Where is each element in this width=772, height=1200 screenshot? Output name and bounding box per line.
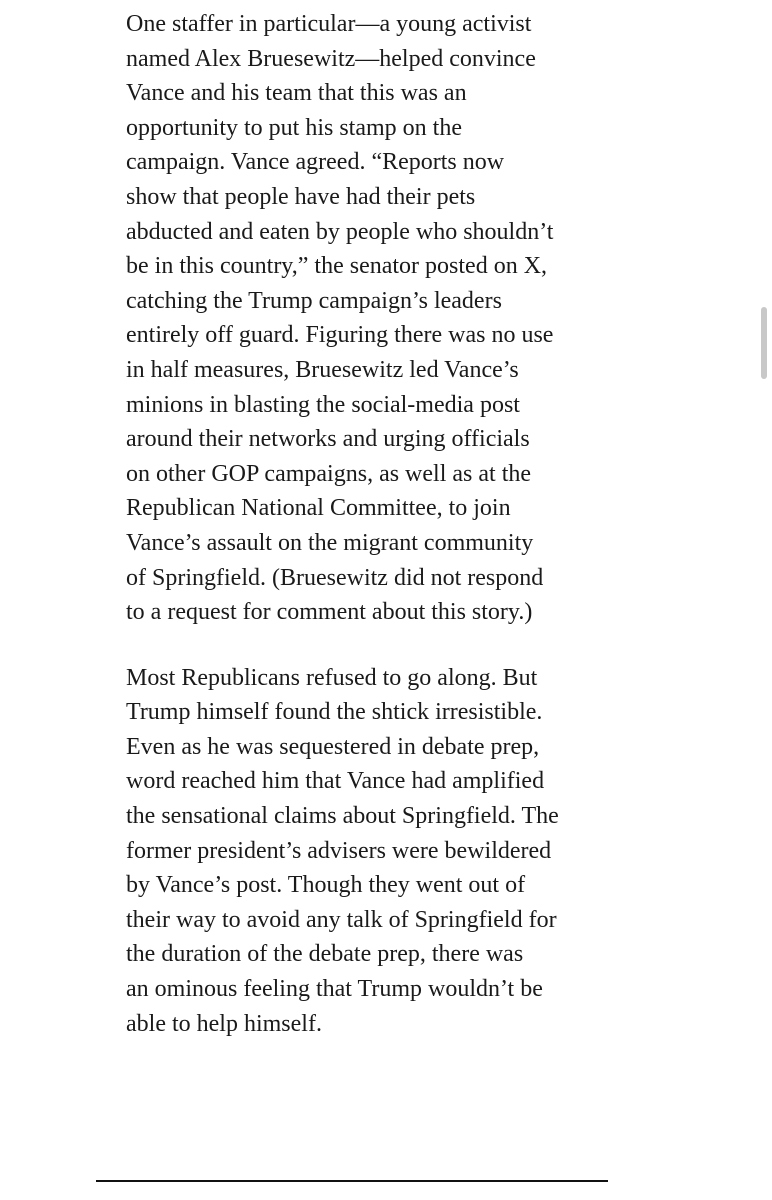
text-line: Republican National Committee, to join — [126, 495, 511, 522]
article-body — [126, 7, 596, 1041]
text-line: be in this country,” the senator posted on X, — [126, 253, 548, 280]
text-line: entirely off guard. Figuring there was no use — [126, 322, 554, 349]
text-line: show that people have had their pets — [126, 183, 476, 210]
text-line: Vance’s assault on the migrant community — [126, 529, 534, 556]
text-line: campaign. Vance agreed. “Reports now — [126, 149, 505, 176]
text-line: the sensational claims about Springfield. The — [126, 803, 559, 830]
text-line: to a request for comment about this story.) — [126, 599, 533, 626]
text-line: abducted and eaten by people who shouldn’t — [126, 218, 554, 245]
text-line: word reached him that Vance had amplified — [126, 768, 545, 795]
bottom-divider — [96, 1180, 608, 1182]
text-line: One staffer in particular—a young activist — [126, 11, 532, 37]
text-line: Most Republicans refused to go along. But — [126, 664, 538, 691]
text-line: catching the Trump campaign’s leaders — [126, 287, 502, 314]
text-line: of Springfield. (Bruesewitz did not respond — [126, 564, 544, 591]
text-line: an ominous feeling that Trump wouldn’t be — [126, 976, 543, 1003]
text-line: by Vance’s post. Though they went out of — [126, 872, 526, 899]
text-line: former president’s advisers were bewildered — [126, 837, 552, 864]
text-line: able to help himself. — [126, 1010, 322, 1037]
paragraph-1 — [126, 7, 596, 630]
text-line: the duration of the debate prep, there was — [126, 941, 524, 968]
text-line: Trump himself found the shtick irresistible. — [126, 699, 543, 726]
text-line: named Alex Bruesewitz—helped convince — [126, 45, 536, 72]
text-line: Even as he was sequestered in debate prep, — [126, 733, 540, 760]
scrollbar-thumb[interactable] — [761, 307, 767, 379]
text-line: minions in blasting the social-media post — [126, 391, 520, 418]
text-line: around their networks and urging officials — [126, 426, 530, 453]
text-line: opportunity to put his stamp on the — [126, 114, 462, 141]
text-line: in half measures, Bruesewitz led Vance’s — [126, 356, 519, 383]
paragraph-2 — [126, 661, 596, 1042]
text-line: Vance and his team that this was an — [126, 80, 467, 107]
text-line: their way to avoid any talk of Springfield for — [126, 906, 557, 933]
text-line: on other GOP campaigns, as well as at the — [126, 460, 532, 487]
